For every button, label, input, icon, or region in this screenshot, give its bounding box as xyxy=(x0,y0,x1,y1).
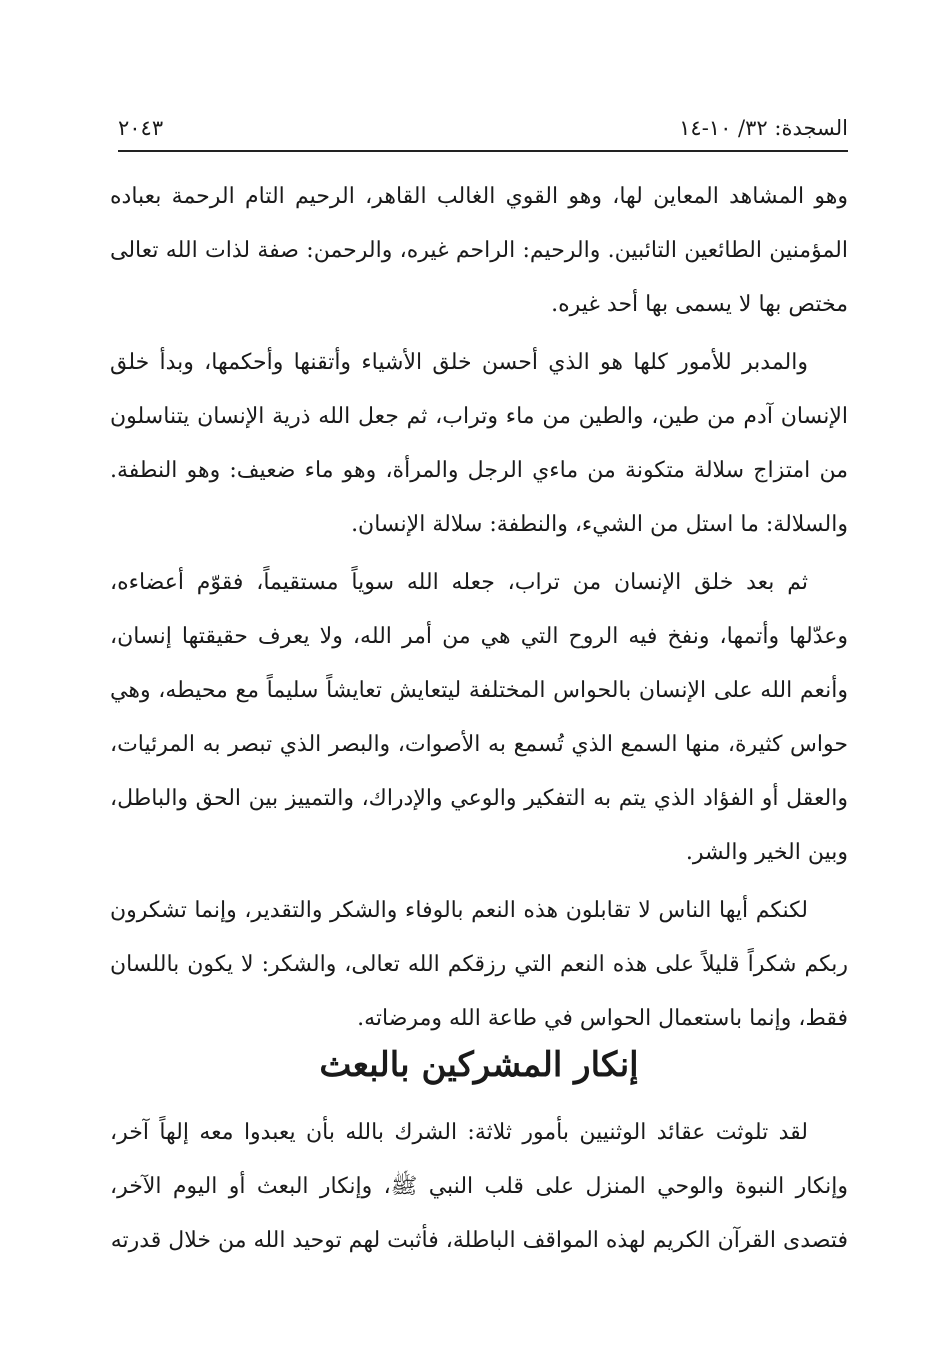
body-text xyxy=(110,170,848,1046)
page-number: ٢٠٤٣ xyxy=(118,116,164,140)
header-divider xyxy=(118,150,848,152)
section-heading: إنكار المشركين بالبعث xyxy=(319,1045,639,1085)
section-paragraph-1: لقد تلوثت عقائد الوثنيين بأمور ثلاثة: الشرك بالله بأن يعبدوا معه إلهاً آخر، وإنكار النبوة والوحي المنزل على قلب النبي ﷺ، وإنكار البعث أو اليوم الآخر، فتصدى القرآن الكريم لهذه المواقف الباطلة، فأثبت لهم توحيد الله من خلال قدرته xyxy=(110,1120,848,1253)
page-header xyxy=(118,110,848,146)
paragraph-2: والمدبر للأمور كلها هو الذي أحسن خلق الأشياء وأتقنها وأحكمها، وبدأ خلق الإنسان آدم من طين، والطين من ماء وتراب، ثم جعل الله ذرية الإنسان يتناسلون من امتزاج سلالة متكونة من ماءي الرجل والمرأة، وهو ماء ضعيف: وهو النطفة. والسلالة: ما استل من الشيء، والنطفة: سلالة الإنسان. xyxy=(110,350,848,537)
paragraph-4: لكنكم أيها الناس لا تقابلون هذه النعم بالوفاء والشكر والتقدير، وإنما تشكرون ربكم شكراً قليلاً على هذه النعم التي رزقكم الله تعالى، والشكر: لا يكون باللسان فقط، وإنما باستعمال الحواس في طاعة الله ومرضاته. xyxy=(110,898,848,1031)
section-body-text xyxy=(110,1106,848,1268)
paragraph-3: ثم بعد خلق الإنسان من تراب، جعله الله سوياً مستقيماً، فقوّم أعضاءه، وعدّلها وأتمها، ونفخ فيه الروح التي هي من أمر الله، ولا يعرف حقيقتها إنسان، وأنعم الله على الإنسان بالحواس المختلفة ليتعايش تعايشاً سليماً مع محيطه، وهي حواس كثيرة، منها السمع الذي تُسمع به الأصوات، والبصر الذي تبصر به المرئيات، والعقل أو الفؤاد الذي يتم به التفكير والوعي والإدراك، والتمييز بين الحق والباطل، وبين الخير والشر. xyxy=(110,570,848,865)
surah-reference: السجدة: ٣٢/ ١٠-١٤ xyxy=(679,116,848,140)
paragraph-1: وهو المشاهد المعاين لها، وهو القوي الغالب القاهر، الرحيم التام الرحمة بعباده المؤمنين الطائعين التائبين. والرحيم: الراحم غيره، والرحمن: صفة لذات الله تعالى مختص بها لا يسمى بها أحد غيره. xyxy=(110,184,848,317)
